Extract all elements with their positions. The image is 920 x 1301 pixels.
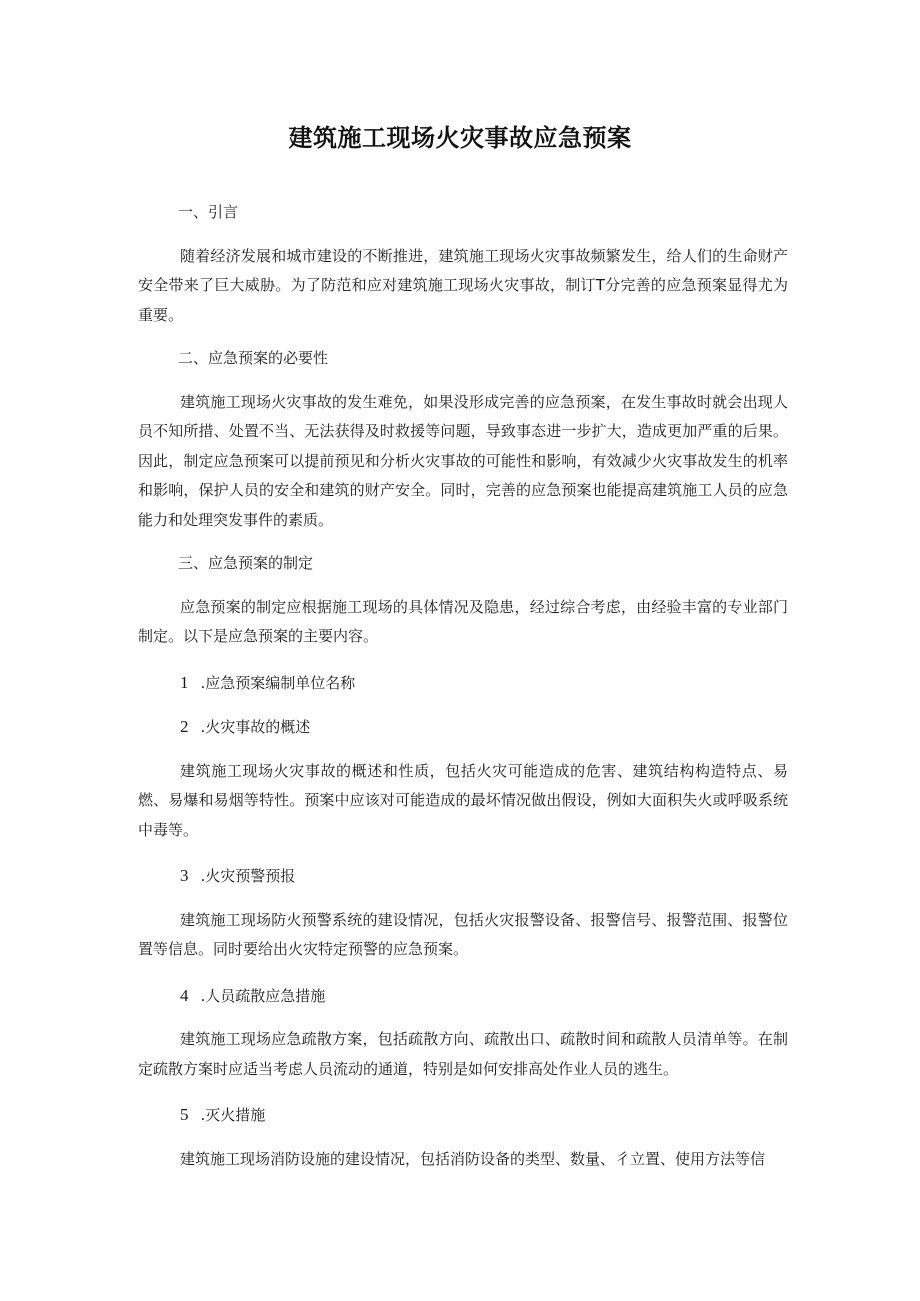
list-item-label: .火灾事故的概述 <box>200 718 311 736</box>
document-body <box>138 198 788 1174</box>
list-item-firefighting <box>138 1100 788 1131</box>
section-heading-introduction: 一、引言 <box>178 203 239 221</box>
paragraph-formulation: 应急预案的制定应根据施工现场的具体情况及隐患，经过综合考虑，由经验丰富的专业部门制定。以下是应急预案的主要内容。 <box>138 597 788 645</box>
list-item-label: .灭火措施 <box>200 1106 266 1124</box>
list-item-unit-name <box>138 668 788 699</box>
list-item-number: 3 <box>180 866 189 885</box>
list-item-label: .人员疏散应急措施 <box>200 986 326 1005</box>
list-item-evacuation <box>138 981 788 1012</box>
list-item-number: 2 <box>180 717 189 736</box>
list-item-label: .应急预案编制单位名称 <box>200 673 356 692</box>
list-item-number: 4 <box>180 985 189 1005</box>
document-title: 建筑施工现场火灾事故应急预案 <box>288 124 632 152</box>
list-item-number: 5 <box>180 1105 189 1124</box>
list-item-label: .火灾预警预报 <box>200 867 296 885</box>
paragraph-necessity: 建筑施工现场火灾事故的发生难免，如果没形成完善的应急预案，在发生事故时就会出现人员不知所措、处置不当、无法获得及时救援等问题，导致事态进一步扩大，造成更加严重的后果。因此，制定应急预案可以提前预见和分析火灾事故的可能性和影响，有效减少火灾事故发生的机率和影响，保护人员的安全和建筑的财产安全。同时，完善的应急预案也能提高建筑施工人员的应急能力和处理突发事件的素质。 <box>138 392 788 529</box>
list-item-fire-overview <box>138 712 788 743</box>
paragraph-introduction: 随着经济发展和城市建设的不断推进，建筑施工现场火灾事故频繁发生，给人们的生命财产安全带来了巨大威胁。为了防范和应对建筑施工现场火灾事故，制订T分完善的应急预案显得尤为重要。 <box>138 246 788 324</box>
section-heading-necessity: 二、应急预案的必要性 <box>178 349 329 367</box>
paragraph-evacuation: 建筑施工现场应急疏散方案，包括疏散方向、疏散出口、疏散时间和疏散人员清单等。在制定疏散方案时应适当考虑人员流动的通道，特别是如何安排高处作业人员的逃生。 <box>138 1030 788 1078</box>
list-item-fire-warning <box>138 861 788 892</box>
section-heading-formulation: 三、应急预案的制定 <box>178 554 314 572</box>
paragraph-fire-warning: 建筑施工现场防火预警系统的建设情况，包括火灾报警设备、报警信号、报警范围、报警位置等信息。同时要给出火灾特定预警的应急预案。 <box>138 910 788 958</box>
paragraph-fire-overview: 建筑施工现场火灾事故的概述和性质，包括火灾可能造成的危害、建筑结构构造特点、易燃、易爆和易烟等特性。预案中应该对可能造成的最坏情况做出假设，例如大面积失火或呼吸系统中毒等。 <box>138 761 788 839</box>
paragraph-firefighting: 建筑施工现场消防设施的建设情况，包括消防设备的类型、数量、彳立置、使用方法等信 <box>180 1149 766 1168</box>
list-item-number: 1 <box>180 672 189 692</box>
